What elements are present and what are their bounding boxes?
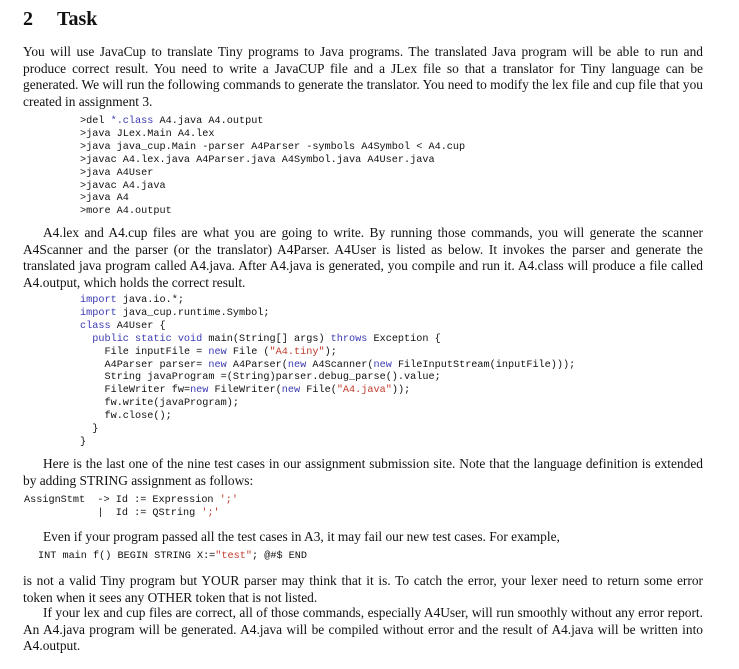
- grammar-listing: [24, 495, 238, 521]
- command-line: >java A4: [80, 193, 129, 205]
- code-line: }: [80, 436, 87, 448]
- code-line: FileWriter fw=new FileWriter(new File("A4.java"));: [104, 385, 411, 397]
- test-paragraph: Here is the last one of the nine test cases in our assignment submission site. Note that the language definition is extended by adding STRING assignment as follows:: [23, 456, 703, 488]
- grammar-line: | Id := QString ';': [97, 507, 220, 519]
- fail-paragraph: Even if your program passed all the test cases in A3, it may fail our new test cases. For example,: [43, 529, 560, 544]
- command-line: >java A4User: [80, 167, 154, 179]
- section-number: 2: [23, 8, 33, 30]
- code-line: File inputFile = new File ("A4.tiny");: [104, 346, 337, 358]
- command-line: >java java_cup.Main -parser A4Parser -symbols A4Symbol < A4.cup: [80, 141, 466, 153]
- code-line: import java.io.*;: [80, 295, 184, 306]
- command-line: >del *.class A4.java A4.output: [80, 116, 264, 127]
- grammar-line: AssignStmt -> Id := Expression ';': [24, 495, 239, 506]
- code-line: }: [92, 424, 99, 436]
- code-line: String javaProgram =(String)parser.debug_parse().value;: [104, 372, 441, 384]
- code-line: A4Parser parser= new A4Parser(new A4Scanner(new FileInputStream(inputFile)));: [104, 359, 576, 371]
- section-heading: [23, 8, 97, 31]
- code-line: fw.write(javaProgram);: [104, 398, 239, 410]
- command-listing: [80, 116, 465, 219]
- command-line: >java JLex.Main A4.lex: [80, 128, 215, 140]
- code-line: class A4User {: [80, 320, 166, 332]
- example-program: INT main f() BEGIN STRING X:="test"; @#$ END: [38, 551, 308, 562]
- section-title: Task: [57, 8, 98, 30]
- final-paragraph: If your lex and cup files are correct, all of those commands, especially A4User, will run smoothly without any error report. An A4.java program will be generated. A4.java will be compiled without error and the result of A4.java will be written into A4.output.: [23, 605, 703, 653]
- java-code-listing: [80, 295, 575, 450]
- code-line: import java_cup.runtime.Symbol;: [80, 307, 270, 319]
- command-line: >more A4.output: [80, 206, 172, 218]
- command-line: >javac A4.java: [80, 180, 166, 192]
- invalid-paragraph: is not a valid Tiny program but YOUR parser may think that it is. To catch the error, your lexer need to return some error token when it sees any OTHER token that is not listed.: [23, 573, 703, 605]
- command-line: >javac A4.lex.java A4Parser.java A4Symbol.java A4User.java: [80, 154, 435, 166]
- files-paragraph: A4.lex and A4.cup files are what you are going to write. By running those commands, you will generate the scanner A4Scanner and the parser (or the translator) A4Parser. A4User is listed as below. It invokes the parser and generate the translated java program called A4.java. After A4.java is generated, you compile and run it. A4.class will produce a file called A4.output, which holds the correct result.: [23, 225, 703, 290]
- code-line: public static void main(String[] args) throws Exception {: [92, 333, 441, 345]
- code-line: fw.close();: [104, 411, 172, 423]
- intro-paragraph: You will use JavaCup to translate Tiny programs to Java programs. The translated Java program will be able to run and produce correct result. You need to write a JavaCUP file and a JLex file so that a translator for Tiny language can be generated. We will run the following commands to generate the translator. You need to modify the lex file and cup file that you created in assignment 3.: [23, 44, 703, 109]
